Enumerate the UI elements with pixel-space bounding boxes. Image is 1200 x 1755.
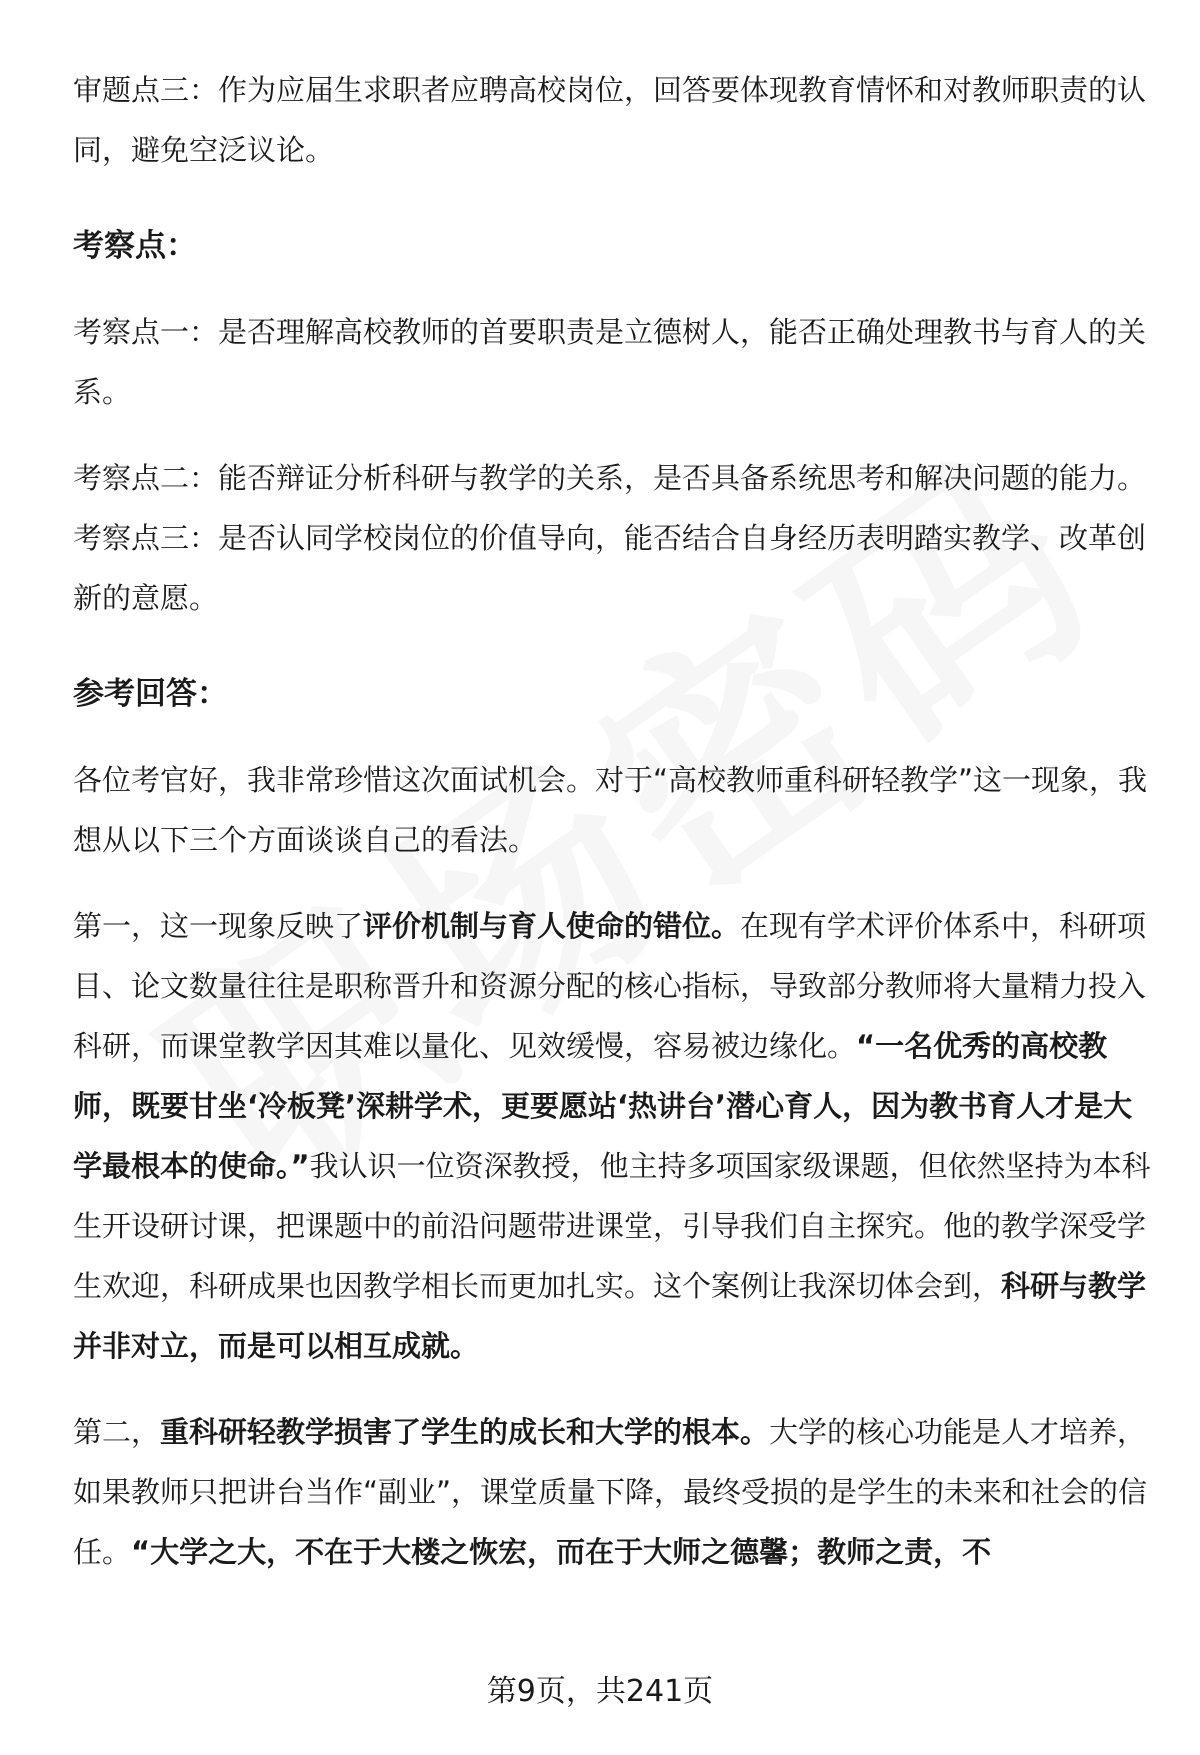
paragraph-second-point (73, 1402, 1153, 1582)
bold-text-run: 评价机制与育人使命的错位。 (363, 909, 741, 943)
paragraph-assessment-point-1: 考察点一：是否理解高校教师的首要职责是立德树人，能否正确处理教书与育人的关系。 (73, 315, 1147, 409)
paragraph-assessment-point-2: 考察点二：能否辩证分析科研与教学的关系，是否具备系统思考和解决问题的能力。 (73, 461, 1147, 495)
bold-quote: “大学之大，不在于大楼之恢宏，而在于大师之德馨；教师之责，不 (131, 1535, 992, 1569)
heading-assessment-points: 考察点： (73, 228, 197, 264)
paragraph-opening: 各位考官好，我非常珍惜这次面试机会。对于“高校教师重科研轻教学”这一现象，我想从以下三个方面谈谈自己的看法。 (73, 763, 1148, 857)
document-content (73, 60, 1153, 1582)
heading-reference-answer: 参考回答： (73, 676, 228, 712)
paragraph-review-point-3: 审题点三：作为应届生求职者应聘高校岗位，回答要体现教育情怀和对教师职责的认同，避免空泛议论。 (73, 73, 1147, 167)
bold-text-run: 科研与教学并非对立，而是可以相互成就。 (73, 1269, 1147, 1363)
text-run: 大学的核心功能是人才培养，如果教师只把讲台当作“副业”，课堂质量下降，最终受损的是学生的未来和社会的信任。 (73, 1415, 1148, 1569)
paragraph-assessment-point-3: 考察点三：是否认同学校岗位的价值导向，能否结合自身经历表明踏实教学、改革创新的意愿。 (73, 521, 1147, 615)
paragraph-first-point (73, 896, 1153, 1376)
bold-quote: “一名优秀的高校教师，既要甘坐‘冷板凳’深耕学术，更要愿站‘热讲台’潜心育人，因为教书育人才是大学最根本的使命。” (73, 1029, 1133, 1183)
text-run: 我认识一位资深教授，他主持多项国家级课题，但依然坚持为本科生开设研讨课，把课题中的前沿问题带进课堂，引导我们自主探究。他的教学深受学生欢迎，科研成果也因教学相长而更加扎实。这个案例让我深切体会到， (73, 1149, 1151, 1303)
text-run: 第二， (73, 1415, 161, 1449)
bold-text-run: 重科研轻教学损害了学生的成长和大学的根本。 (160, 1415, 770, 1449)
text-run: 在现有学术评价体系中，科研项目、论文数量往往是职称晋升和资源分配的核心指标，导致部分教师将大量精力投入科研，而课堂教学因其难以量化、见效缓慢，容易被边缘化。 (73, 909, 1147, 1063)
text-run: 第一，这一现象反映了 (73, 909, 364, 943)
page-footer: 第9页，共241页 (486, 1674, 714, 1709)
